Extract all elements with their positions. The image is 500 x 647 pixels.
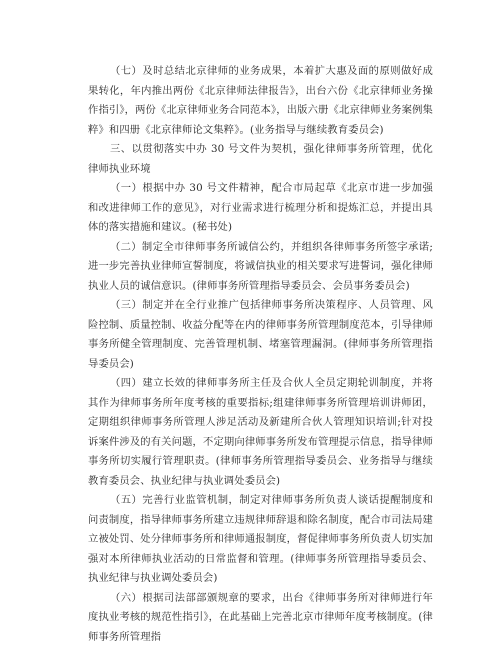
document-page [88,62,433,647]
paragraph-1-draft-opinion: （一）根据中办 30 号文件精神，配合市局起草《北京市进一步加强和改进律师工作的意见》，对行业需求进行梳理分析和提炼汇总，并提出具体的落实措施和建议。(秘书处) [88,182,433,233]
paragraph-6-annual-assessment: （六）根据司法部部颁规章的要求，出台《律师事务所对律师进行年度执业考核的规范性指引》，在此基础上完善北京市律师年度考核制度。(律师事务所管理指 [88,591,433,643]
paragraph-2-integrity-pledge: （二）制定全市律师事务所诚信公约，并组织各律师事务所签字承诺;进一步完善执业律师宣誓制度，将诚信执业的相关要求写进誓词，强化律师执业人员的诚信意识。(律师事务所管理指导委员会、会员事务委员会) [88,240,433,292]
paragraph-3-management-template: （三）制定并在全行业推广包括律师事务所决策程序、人员管理、风险控制、质量控制、收益分配等在内的律师事务所管理制度范本，引导律师事务所健全管理制度、完善管理机制、堵塞管理漏洞。(律师事务所管理指导委员会) [88,299,433,370]
section-3-heading: 三、以贯彻落实中办 30 号文件为契机，强化律师事务所管理，优化律师执业环境 [88,143,433,175]
paragraph-4-partner-training: （四）建立长效的律师事务所主任及合伙人全员定期轮训制度，并将其作为律师事务所年度考核的重要指标;组建律师事务所管理培训讲师团，定期组织律师事务所管理人涉足活动及新建所合伙人管理知识培训;针对投诉案件涉及的有关问题，不定期向律师事务所发布管理提示信息，指导律师事务所切实履行管理职责。(律师事务所管理指导委员会、业务指导与继续教育委员会、执业纪律与执业调处委员会) [88,377,433,487]
paragraph-7-business-achievements: （七）及时总结北京律师的业务成果，本着扩大惠及面的原则做好成果转化，年内推出两份《北京律师法律报告》，出台六份《北京律师业务操作指引》，两份《北京律师业务合同范本》，出版六册《北京律师业务案例集粹》和四册《北京律师论文集粹》。(业务指导与继续教育委员会) [88,65,433,136]
paragraph-5-supervision-mechanism: （五）完善行业监管机制，制定对律师事务所负责人谈话提醒制度和问责制度，指导律师事务所建立违规律师辞退和除名制度，配合市司法局建立被处罚、处分律师事务所和律师通报制度，督促律师事务所负责人切实加强对本所律师执业活动的日常监督和管理。(律师事务所管理指导委员会、执业纪律与执业调处委员会) [88,494,433,584]
